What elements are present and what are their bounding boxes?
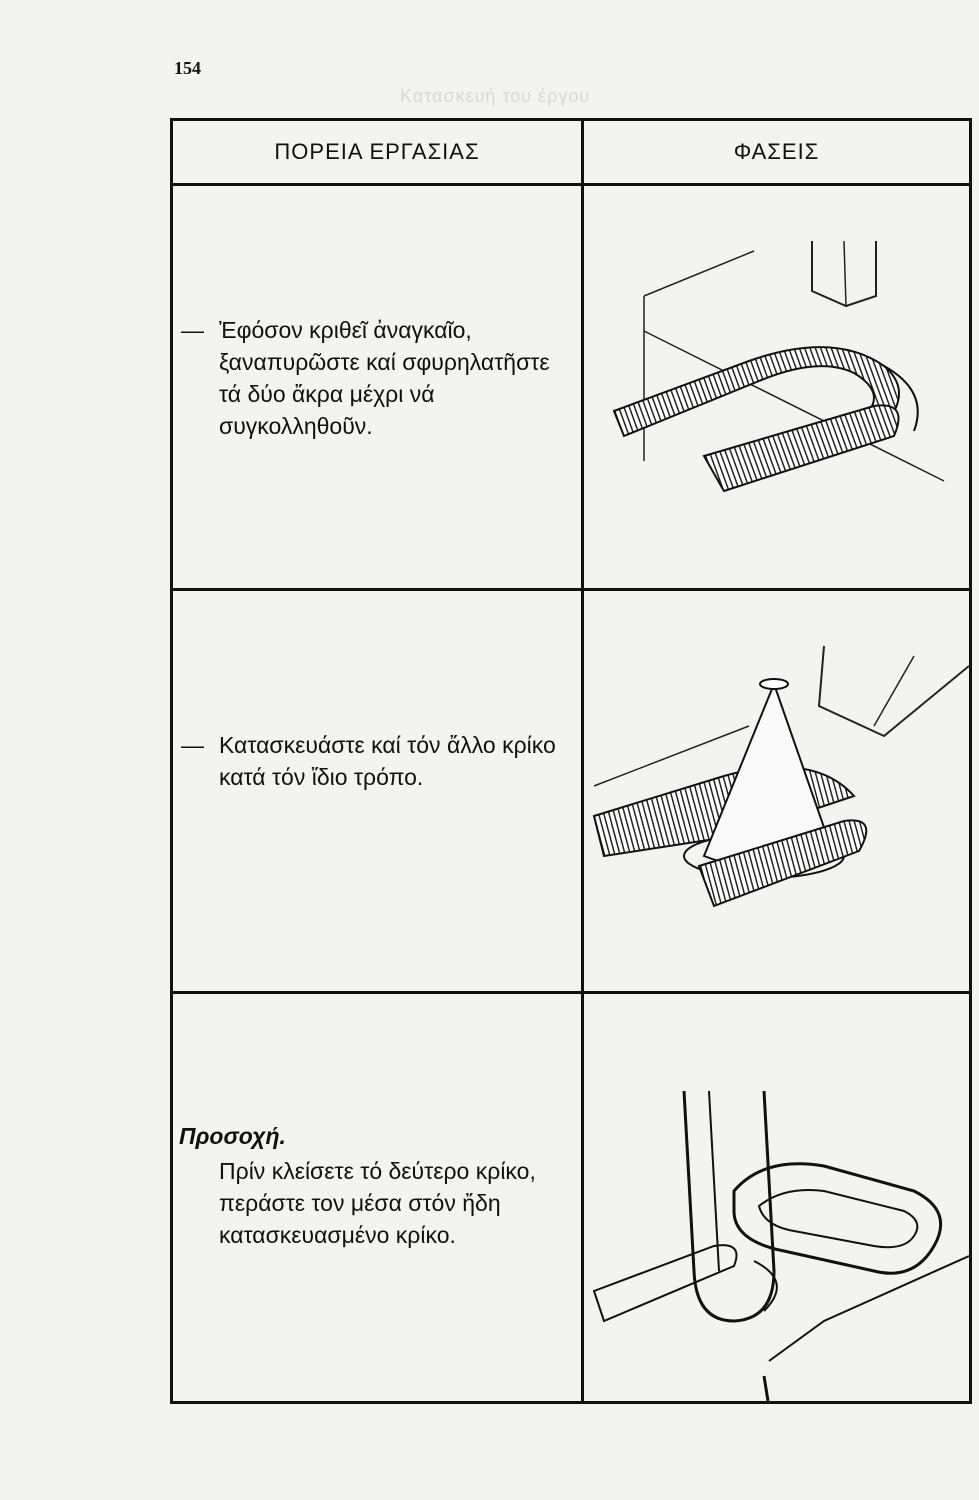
header-divider xyxy=(173,183,969,186)
dash-bullet: — xyxy=(181,732,204,758)
dash-bullet: — xyxy=(181,317,204,343)
instruction-text: Πρίν κλείσετε τό δεύτερο κρίκο, περάστε τον μέσα στόν ἤδη κατασκευασμένο κρίκο. xyxy=(219,1158,536,1248)
header-procedure: ΠΟΡΕΙΑ ΕΡΓΑΣΙΑΣ xyxy=(274,139,480,164)
row-divider-2 xyxy=(173,991,969,994)
instruction-text: Κατασκευάστε καί τόν ἄλλο κρίκο κατά τόν ἴδιο τρόπο. xyxy=(219,732,556,790)
header-phases: ΦΑΣΕΙΣ xyxy=(733,139,820,164)
interlocked-rings-icon xyxy=(584,1071,969,1401)
page-number: 154 xyxy=(174,58,201,78)
instruction-text: Ἐφόσον κριθεῖ ἀναγκαῖο, ξαναπυρῶστε καί σφυρηλατῆστε τά δύο ἄκρα μέχρι νά συγκολληθοῦν. xyxy=(219,317,550,439)
ring-ends-on-anvil-horn-icon xyxy=(584,241,969,531)
bleed-through-heading: Κατασκευή του έργου xyxy=(400,86,591,106)
second-ring-on-cone-icon xyxy=(584,646,969,926)
row-divider-1 xyxy=(173,588,969,591)
work-procedure-table xyxy=(170,118,972,1404)
attention-title: Προσοχή. xyxy=(179,1123,286,1149)
